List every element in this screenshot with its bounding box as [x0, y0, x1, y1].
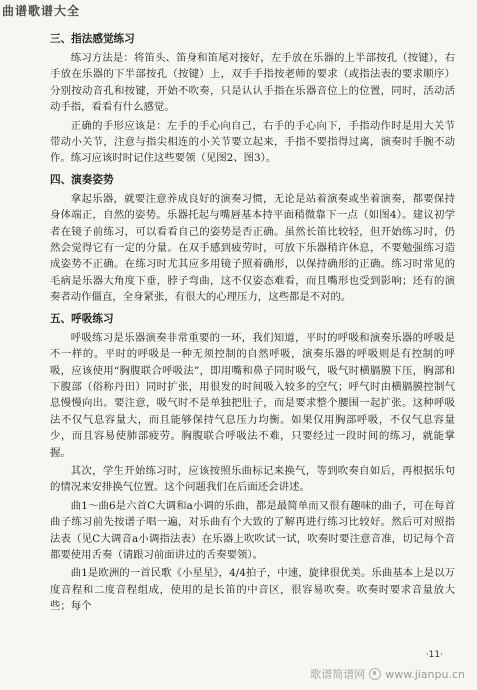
section-heading: 三、指法感觉练习: [50, 33, 135, 45]
paragraph: 曲1是欧洲的一首民歌《小星星》，4/4拍子，中速，旋律很优美。乐曲基本上是以万度音程和二度音程组成，使用的是长笛的中音区，很容易吹奏。吹奏时要求音量放大些；每个: [50, 567, 455, 613]
paragraph: 正确的手形应该是：左手的手心向自己，右手的手心向下，手指动作时是用大关节带动小关节，注意与指尖相连的小关节要立起来，手指不要指得过离，演奏时手腕不动作。练习应该时时记住这些要领（见图2、图3）。: [50, 119, 455, 165]
section-posture: [50, 173, 455, 306]
paragraph: 其次，学生开始练习时，应该按照乐曲标记来换气，等到吹奏自如后，再根据乐句的情况来安排换气位置。这个问题我们在后面还会讲述。: [50, 464, 455, 494]
paragraph: 呼吸练习是乐器演奏非常重要的一环，我们知道，平时的呼吸和演奏乐器的呼吸是不一样的。平时的呼吸是一种无须控制的自然呼吸，演奏乐器的呼吸则是有控制的呼吸，应该使用“胸腹联合呼吸法”，即用嘴和鼻子同时吸气，吸气时横膈膜下压，胸部和下腹部（俗称丹田）同时扩张，用很发的时间吸入较多的空气；呼气时由横膈膜控制气息慢慢向出。要注意，吸气时不是单独把肚子，而是要求整个腰围一起扩张。这种呼吸法不仅气息容量大，而且能够保持气息压力均衡。如果仅用胸部呼吸，不仅气息容量少，而且容易使肺部疲劳。胸腹联合呼吸法不难，只要经过一段时间的练习，就能掌握。: [50, 331, 455, 459]
paragraph: 拿起乐器，就要注意养成良好的演奏习惯，无论是站着演奏或坐着演奏，都要保持身体端正，自然的姿势。乐器托起与嘴唇基本持平面稍微靠下一点（如图4）。建议初学者在镜子前练习，可以看看自己的姿势是否正确。虽然长笛比较轻，但开始练习时，仍然会觉得它有一定的分量。在双手感到疲劳时，可放下乐器稍许休息，不要勉强练习造成姿势不正确。在练习时尤其应多用镜子照着确形，以保持确形的正确。练习时常见的毛病是乐器大角度下垂，脖子弯曲，这不仅姿态难看，而且嘴形也受到影响；还有的演奏者动作僵直，全身紧张，有很大的心理压力，这些都是不对的。: [50, 192, 455, 304]
watermark-bottom-text: 歌谱简谱网: [310, 668, 366, 681]
section-finger-practice: [50, 32, 455, 167]
page-number: ·11·: [425, 650, 443, 660]
paragraph: 练习方法是：将笛头、笛身和笛尾对接好，左手放在乐器的上半部按孔（按键），右手放在乐器的下半部按孔（按键）上，双手手指按老师的要求（或指法表的要求顺序）分别按动音孔和按键，开始不吹奏，只是认认手指在乐器音位上的位置，同时，活动活动手指，看看有什么感觉。: [50, 52, 455, 114]
watermark-bottom-url: www.jianpu.cn: [385, 667, 465, 681]
logo-icon: [369, 668, 381, 680]
watermark-top: 曲谱歌谱大全: [2, 4, 81, 18]
paragraph: 曲1～曲6是六首C大调和a小调的乐曲，都是最简单而又很有趣味的曲子，可在每首曲子练习前先按谱子唱一遍，对乐曲有个大致的了解再进行练习比较好。然后可对照指法表（见C大调音a小调指法表）在乐器上吹吹试一试，吹奏时要注意音准，切记每个音都要使用舌奏（请跟习前面讲过的舌奏要领）。: [50, 499, 455, 561]
section-breathing: [50, 312, 455, 615]
document-page: [50, 26, 455, 617]
section-heading: 五、呼吸练习: [50, 312, 114, 325]
section-heading: 四、演奏姿势: [50, 173, 114, 186]
watermark-bottom: [310, 666, 465, 682]
